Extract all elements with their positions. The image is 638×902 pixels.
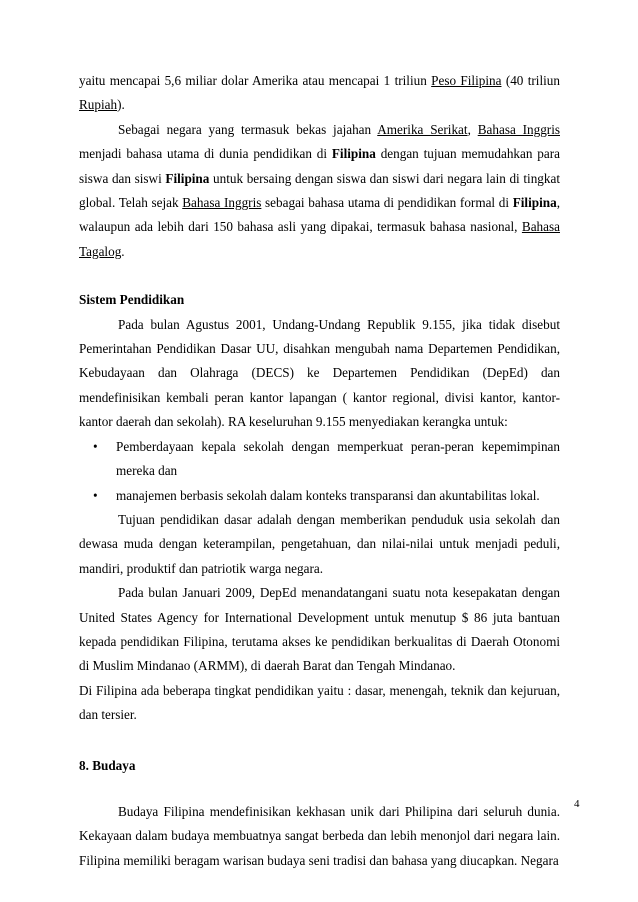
bold-filipina: Filipina (165, 170, 210, 186)
text-run: menjadi bahasa utama di dunia pendidikan di (79, 146, 332, 162)
document-page (79, 69, 560, 873)
text-run: , walaupun ada lebih dari 150 bahasa asli yang dipakai, termasuk bahasa nasional, (79, 195, 560, 235)
page-number: 4 (574, 798, 580, 810)
list-item-text: Pemberdayaan kepala sekolah dengan memperkuat peran-peran kepemimpinan mereka dan (116, 438, 560, 479)
list-item (79, 435, 560, 484)
spacer (79, 264, 560, 288)
link-rupiah[interactable]: Rupiah (79, 97, 118, 113)
link-peso-filipina[interactable]: Peso Filipina (431, 73, 502, 88)
section-heading-budaya: 8. Budaya (79, 757, 136, 773)
text-run: . (121, 243, 125, 259)
text-run: sebagai bahasa utama di pendidikan formal di (261, 195, 513, 211)
section-heading-sistem-pendidikan: Sistem Pendidikan (79, 292, 185, 308)
list-item-text: manajemen berbasis sekolah dalam konteks transparansi dan akuntabilitas lokal. (116, 487, 540, 503)
spacer (79, 778, 560, 800)
paragraph-language (79, 118, 560, 264)
paragraph-undang-undang: Pada bulan Agustus 2001, Undang-Undang Republik 9.155, jika tidak disebut Pemerintahan Pendidikan Dasar UU, disahkan mengubah nama Departemen Pendidikan, Kebudayaan dan Olahraga (DECS) ke Departemen Pendidikan (DepEd) dan mendefinisikan kembali peran kantor lapangan ( kantor regional, divisi kantor, kantor-kantor daerah dan sekolah). RA keseluruhan 9.155 menyediakan kerangka untuk: (79, 316, 560, 430)
paragraph-tujuan: Tujuan pendidikan dasar adalah dengan memberikan penduduk usia sekolah dan dewasa muda dengan keterampilan, pengetahuan, dan nilai-nilai untuk menjadi peduli, mandiri, produktif dan patriotik warga negara. (79, 511, 560, 576)
paragraph-deped: Pada bulan Januari 2009, DepEd menandatangani suatu nota kesepakatan dengan United States Agency for International Development untuk menutup $ 86 juta bantuan kepada pendidikan Filipina, terutama akses ke pendidikan berkualitas di Daerah Otonomi di Muslim Mindanao (ARMM), di daerah Barat dan Tengah Mindanao. (79, 585, 560, 674)
paragraph-intro (79, 69, 560, 118)
spacer (79, 728, 560, 754)
text-run: Sebagai negara yang termasuk bekas jajahan (118, 121, 378, 137)
text-run: , (467, 121, 478, 137)
link-amerika-serikat[interactable]: Amerika Serikat (377, 121, 468, 137)
link-bahasa-tagalog[interactable]: Bahasa Tagalog (79, 219, 560, 259)
text-run: (40 triliun (501, 73, 560, 88)
link-bahasa-inggris[interactable]: Bahasa Inggris (182, 195, 262, 211)
link-bahasa-inggris[interactable]: Bahasa Inggris (477, 121, 560, 137)
bold-filipina: Filipina (512, 195, 557, 211)
list-item (79, 484, 560, 508)
bullet-icon: • (93, 487, 98, 503)
text-run: ). (117, 97, 125, 113)
paragraph-tingkat: Di Filipina ada beberapa tingkat pendidikan yaitu : dasar, menengah, teknik dan kejuruan, dan tersier. (79, 682, 560, 723)
bullet-list (79, 435, 560, 508)
text-run: untuk bersaing dengan siswa dan siswi dari negara lain di tingkat global. Telah sejak (79, 170, 560, 211)
bullet-icon: • (93, 438, 98, 454)
text-run: yaitu mencapai 5,6 miliar dolar Amerika atau mencapai 1 triliun (79, 73, 432, 88)
paragraph-budaya: Budaya Filipina mendefinisikan kekhasan unik dari Philipina dari seluruh dunia. Kekayaan dalam budaya membuatnya sangat berbeda dan lebih menonjol dari negara lain. Filipina memiliki beragam warisan budaya seni tradisi dan bahasa yang diucapkan. Negara (79, 803, 560, 868)
text-run: dengan tujuan memudahkan para siswa dan siswi (79, 146, 560, 186)
bold-filipina: Filipina (331, 146, 376, 162)
